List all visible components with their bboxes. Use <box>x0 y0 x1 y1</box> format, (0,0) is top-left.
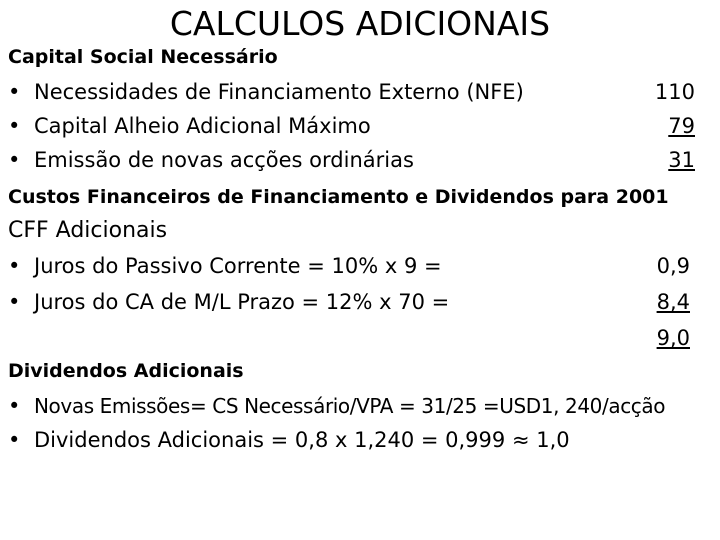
total-value: 9,0 <box>656 326 690 350</box>
bullet: • <box>8 428 21 452</box>
section-heading-capital: Capital Social Necessário <box>8 46 278 68</box>
page-title: CALCULOS ADICIONAIS <box>169 4 551 43</box>
item-label: Necessidades de Financiamento Externo (NFE) <box>34 80 524 104</box>
section-heading-custos: Custos Financeiros de Financiamento e Dividendos para 2001 <box>8 186 669 208</box>
list-item <box>0 114 720 142</box>
item-label: Emissão de novas acções ordinárias <box>34 148 414 172</box>
section-heading-dividendos: Dividendos Adicionais <box>8 360 244 382</box>
bullet: • <box>8 254 21 278</box>
item-value: 110 <box>654 80 695 104</box>
list-item <box>0 290 720 318</box>
subheading-cff: CFF Adicionais <box>8 218 168 243</box>
item-label: Novas Emissões= CS Necessário/VPA = 31/25 =USD1, 240/acção <box>34 394 666 418</box>
bullet: • <box>8 80 21 104</box>
bullet: • <box>8 290 21 314</box>
item-value: 0,9 <box>656 254 690 278</box>
bullet: • <box>8 148 21 172</box>
item-label: Juros do Passivo Corrente = 10% x 9 = <box>34 254 442 278</box>
item-label: Dividendos Adicionais = 0,8 x 1,240 = 0,999 ≈ 1,0 <box>34 428 570 452</box>
list-item <box>0 394 720 422</box>
list-item <box>0 254 720 282</box>
item-value: 8,4 <box>656 290 690 314</box>
list-item <box>0 428 720 456</box>
list-item <box>0 148 720 176</box>
bullet: • <box>8 394 21 418</box>
item-label: Capital Alheio Adicional Máximo <box>34 114 371 138</box>
list-item <box>0 80 720 108</box>
item-label: Juros do CA de M/L Prazo = 12% x 70 = <box>34 290 450 314</box>
item-value: 31 <box>668 148 695 172</box>
bullet: • <box>8 114 21 138</box>
item-value: 79 <box>668 114 695 138</box>
